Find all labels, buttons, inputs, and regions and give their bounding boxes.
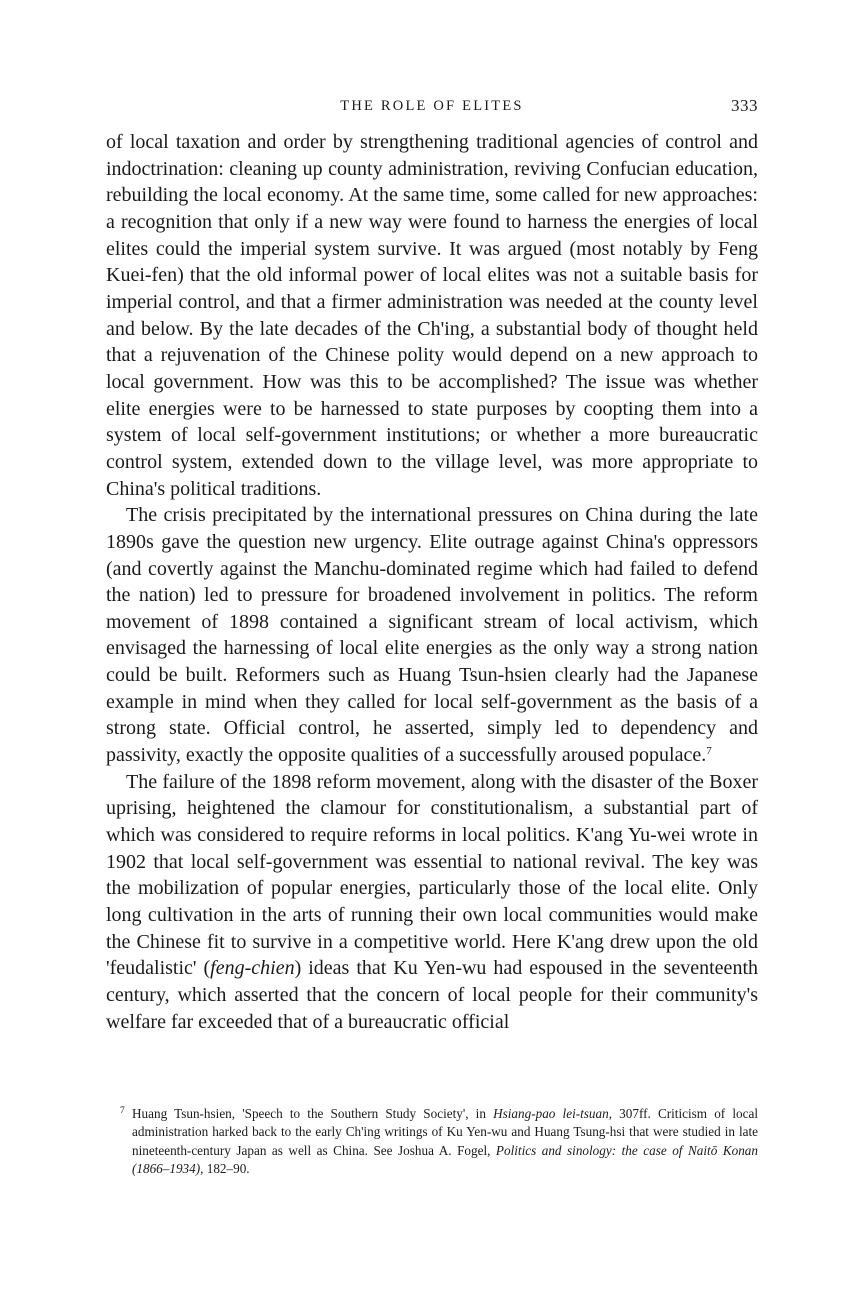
- paragraph-3-italic-term: feng-chien: [210, 957, 295, 980]
- running-head: [106, 94, 758, 118]
- page-number: 333: [731, 96, 758, 115]
- running-title: THE ROLE OF ELITES: [340, 98, 524, 114]
- footnote-ref-7[interactable]: 7: [706, 745, 712, 758]
- paragraph-1: [106, 129, 758, 502]
- footnote-italic-title-1: Hsiang-pao lei-tsuan: [493, 1106, 609, 1121]
- footnote-italic-title-2: Politics and sinology: the case of Naitō Konan (1866–1934): [132, 1142, 758, 1177]
- paragraph-2: [106, 502, 758, 769]
- footnote-7: [120, 1105, 758, 1179]
- footnote-marker: 7: [120, 1106, 125, 1116]
- footnotes: [120, 1105, 758, 1179]
- footnote-text-a: Huang Tsun-hsien, 'Speech to the Southern Study Society', in: [132, 1106, 494, 1121]
- footnote-text-c: , 182–90.: [200, 1161, 250, 1177]
- paragraph-3: [106, 769, 758, 1036]
- paragraph-3-text-b: ) ideas that Ku Yen-wu had espoused in the seventeenth century, which asserted that the concern of local people for their community's welfare far exceeded that of a bureaucratic official: [106, 957, 758, 1033]
- paragraph-1-text: of local taxation and order by strengthening traditional agencies of control and indoctrination: cleaning up county administration, reviving Confucian education, rebuilding the local economy. At the same time, some called for new approaches: a recognition that only if a new way were found to harness the energies of local elites could the imperial system survive. It was argued (most notably by Feng Kuei-fen) that the old informal power of local elites was not a suitable basis for imperial control, and that a firmer administration was needed at the county level and below. By the late decades of the Ch'ing, a substantial body of thought held that a rejuvenation of the Chinese polity would depend on a new approach to local government. How was this to be accomplished? The issue was whether elite energies were to be harnessed to state purposes by coopting them into a system of local self-government institutions; or whether a more bureaucratic control system, extended down to the village level, was more appropriate to China's political traditions.: [106, 131, 758, 500]
- footnote-text-b: , 307ff. Criticism of local administration harked back to the early Ch'ing writings of Ku Yen-wu and Huang Tsung-hsi that were studied in late nineteenth-century Japan as well as China. See Joshua A. Fogel,: [132, 1106, 758, 1158]
- paragraph-3-text-a: The failure of the 1898 reform movement, along with the disaster of the Boxer uprising, heightened the clamour for constitutionalism, a substantial part of which was considered to require reforms in local politics. K'ang Yu-wei wrote in 1902 that local self-government was essential to national revival. The key was the mobilization of popular energies, particularly those of the local elite. Only long cultivation in the arts of running their own local communities would make the Chinese fit to survive in a competitive world. Here K'ang drew upon the old 'feudalistic' (: [106, 770, 758, 980]
- body-text: [106, 129, 758, 1035]
- paragraph-2-text: The crisis precipitated by the international pressures on China during the late 1890s gave the question new urgency. Elite outrage against China's oppressors (and covertly against the Manchu-dominated regime which had failed to defend the nation) led to pressure for broadened involvement in politics. The reform movement of 1898 contained a significant stream of local activism, which envisaged the harnessing of local elite energies as the only way a strong nation could be built. Reformers such as Huang Tsun-hsien clearly had the Japanese example in mind when they called for local self-government as the basis of a strong state. Official control, he asserted, simply led to dependency and passivity, exactly the opposite qualities of a successfully aroused populace.: [106, 504, 758, 767]
